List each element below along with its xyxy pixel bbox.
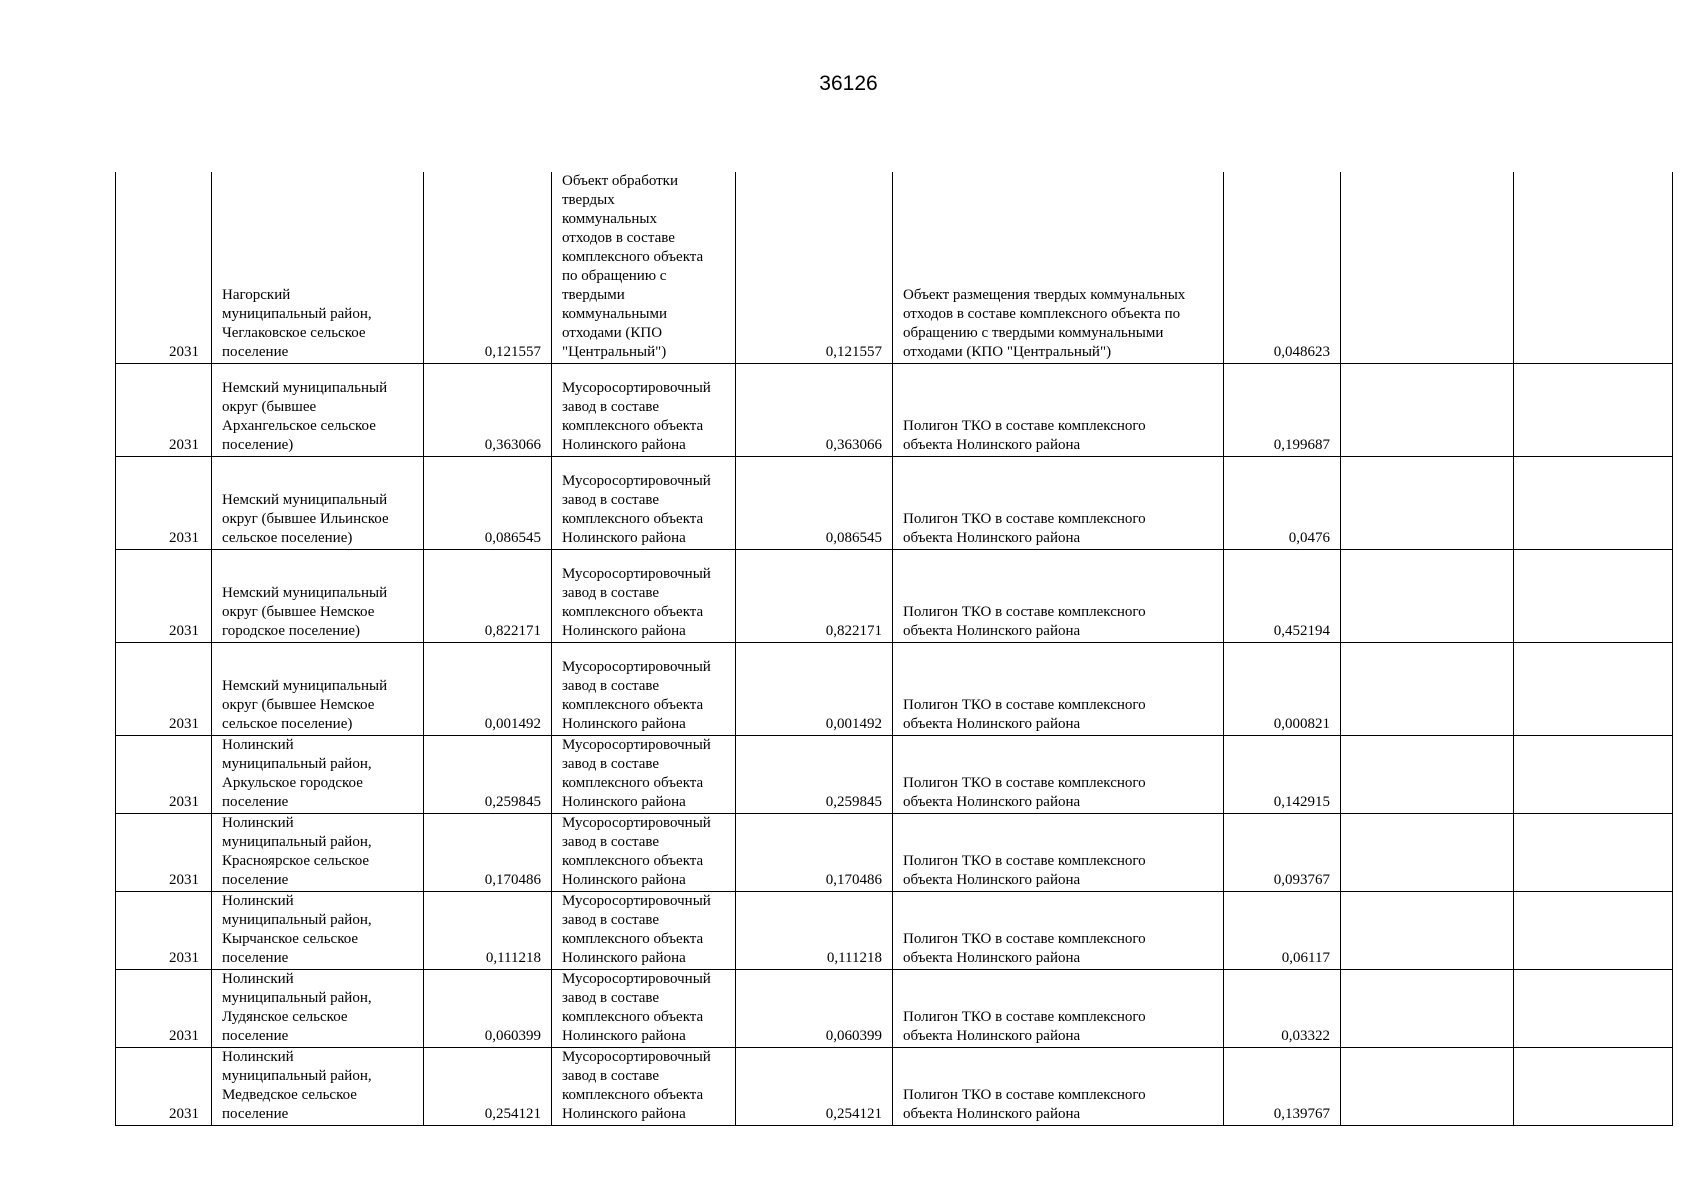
year-cell: 2031 <box>116 172 212 364</box>
processing-volume-cell: 0,259845 <box>736 736 893 814</box>
empty-cell <box>1341 172 1514 364</box>
processing-object-cell <box>552 736 736 814</box>
year-cell: 2031 <box>116 892 212 970</box>
territory-cell <box>212 814 424 892</box>
empty-cell <box>1514 643 1673 736</box>
territory-text: Нолинский муниципальный район, Красноярское сельское поселение <box>222 815 372 888</box>
table-row <box>116 892 1673 970</box>
year-cell: 2031 <box>116 736 212 814</box>
year-cell: 2031 <box>116 814 212 892</box>
empty-cell <box>1514 457 1673 550</box>
disposal-volume-cell: 0,093767 <box>1224 814 1341 892</box>
processing-object-text: Мусоросортировочный завод в составе комплексного объекта Нолинского района <box>562 380 711 453</box>
empty-cell <box>1514 892 1673 970</box>
empty-cell <box>1514 364 1673 457</box>
disposal-volume-cell: 0,048623 <box>1224 172 1341 364</box>
processing-object-text: Мусоросортировочный завод в составе комплексного объекта Нолинского района <box>562 893 711 966</box>
processing-volume-cell: 0,111218 <box>736 892 893 970</box>
processing-object-text: Мусоросортировочный завод в составе комплексного объекта Нолинского района <box>562 1049 711 1122</box>
table-row <box>116 550 1673 643</box>
empty-cell <box>1341 550 1514 643</box>
territory-cell <box>212 172 424 364</box>
table-row <box>116 172 1673 364</box>
table-row <box>116 814 1673 892</box>
processing-volume-cell: 0,822171 <box>736 550 893 643</box>
year-cell: 2031 <box>116 550 212 643</box>
processing-object-text: Мусоросортировочный завод в составе комплексного объекта Нолинского района <box>562 971 711 1044</box>
empty-cell <box>1341 892 1514 970</box>
territory-cell <box>212 550 424 643</box>
processing-object-cell <box>552 457 736 550</box>
territory-cell <box>212 457 424 550</box>
table-row <box>116 457 1673 550</box>
territory-cell <box>212 736 424 814</box>
volume-cell: 0,111218 <box>424 892 552 970</box>
disposal-object-cell <box>893 1048 1224 1126</box>
disposal-volume-cell: 0,000821 <box>1224 643 1341 736</box>
disposal-volume-cell: 0,139767 <box>1224 1048 1341 1126</box>
empty-cell <box>1341 457 1514 550</box>
empty-cell <box>1514 970 1673 1048</box>
processing-volume-cell: 0,086545 <box>736 457 893 550</box>
disposal-object-text: Полигон ТКО в составе комплексного объекта Нолинского района <box>903 418 1146 453</box>
table-body <box>116 172 1673 1126</box>
processing-object-cell <box>552 172 736 364</box>
disposal-object-text: Полигон ТКО в составе комплексного объекта Нолинского района <box>903 931 1146 966</box>
empty-cell <box>1514 550 1673 643</box>
processing-volume-cell: 0,363066 <box>736 364 893 457</box>
disposal-object-text: Полигон ТКО в составе комплексного объекта Нолинского района <box>903 1087 1146 1122</box>
territory-cell <box>212 892 424 970</box>
empty-cell <box>1341 814 1514 892</box>
disposal-object-cell <box>893 814 1224 892</box>
disposal-object-text: Полигон ТКО в составе комплексного объекта Нолинского района <box>903 604 1146 639</box>
territory-text: Нолинский муниципальный район, Кырчанское сельское поселение <box>222 893 372 966</box>
disposal-object-cell <box>893 364 1224 457</box>
processing-object-text: Мусоросортировочный завод в составе комплексного объекта Нолинского района <box>562 566 711 639</box>
volume-cell: 0,121557 <box>424 172 552 364</box>
territory-cell <box>212 1048 424 1126</box>
table-row <box>116 643 1673 736</box>
territory-text: Немский муниципальный округ (бывшее Архангельское сельское поселение) <box>222 380 388 453</box>
territory-text: Нолинский муниципальный район, Медведское сельское поселение <box>222 1049 372 1122</box>
disposal-object-text: Полигон ТКО в составе комплексного объекта Нолинского района <box>903 853 1146 888</box>
volume-cell: 0,060399 <box>424 970 552 1048</box>
processing-object-cell <box>552 892 736 970</box>
volume-cell: 0,259845 <box>424 736 552 814</box>
processing-volume-cell: 0,001492 <box>736 643 893 736</box>
processing-object-text: Мусоросортировочный завод в составе комплексного объекта Нолинского района <box>562 815 711 888</box>
processing-object-cell <box>552 970 736 1048</box>
empty-cell <box>1514 172 1673 364</box>
year-cell: 2031 <box>116 457 212 550</box>
disposal-object-text: Полигон ТКО в составе комплексного объекта Нолинского района <box>903 697 1146 732</box>
volume-cell: 0,254121 <box>424 1048 552 1126</box>
territory-cell <box>212 643 424 736</box>
processing-volume-cell: 0,121557 <box>736 172 893 364</box>
empty-cell <box>1341 643 1514 736</box>
disposal-object-cell <box>893 970 1224 1048</box>
disposal-object-cell <box>893 457 1224 550</box>
volume-cell: 0,363066 <box>424 364 552 457</box>
table-row <box>116 364 1673 457</box>
processing-volume-cell: 0,170486 <box>736 814 893 892</box>
processing-object-cell <box>552 550 736 643</box>
table-row <box>116 1048 1673 1126</box>
territory-text: Нагорский муниципальный район, Чеглаковское сельское поселение <box>222 287 372 360</box>
territory-cell <box>212 970 424 1048</box>
processing-object-cell <box>552 1048 736 1126</box>
processing-object-text: Мусоросортировочный завод в составе комплексного объекта Нолинского района <box>562 473 711 546</box>
disposal-volume-cell: 0,199687 <box>1224 364 1341 457</box>
volume-cell: 0,086545 <box>424 457 552 550</box>
table-row <box>116 736 1673 814</box>
volume-cell: 0,001492 <box>424 643 552 736</box>
disposal-object-text: Объект размещения твердых коммунальных отходов в составе комплексного объекта по обращению с твердыми коммунальными отходами (КПО "Центральный") <box>903 287 1186 360</box>
disposal-object-cell <box>893 736 1224 814</box>
processing-object-text: Мусоросортировочный завод в составе комплексного объекта Нолинского района <box>562 737 711 810</box>
empty-cell <box>1341 1048 1514 1126</box>
empty-cell <box>1514 736 1673 814</box>
empty-cell <box>1514 1048 1673 1126</box>
territory-text: Нолинский муниципальный район, Аркульское городское поселение <box>222 737 372 810</box>
disposal-object-text: Полигон ТКО в составе комплексного объекта Нолинского района <box>903 775 1146 810</box>
empty-cell <box>1341 970 1514 1048</box>
disposal-object-text: Полигон ТКО в составе комплексного объекта Нолинского района <box>903 511 1146 546</box>
volume-cell: 0,170486 <box>424 814 552 892</box>
territory-cell <box>212 364 424 457</box>
disposal-object-cell <box>893 550 1224 643</box>
territory-text: Немский муниципальный округ (бывшее Ильинское сельское поселение) <box>222 492 389 546</box>
empty-cell <box>1514 814 1673 892</box>
territory-text: Нолинский муниципальный район, Лудянское сельское поселение <box>222 971 372 1044</box>
processing-volume-cell: 0,254121 <box>736 1048 893 1126</box>
disposal-object-cell <box>893 892 1224 970</box>
year-cell: 2031 <box>116 364 212 457</box>
disposal-volume-cell: 0,142915 <box>1224 736 1341 814</box>
year-cell: 2031 <box>116 1048 212 1126</box>
processing-object-text: Объект обработки твердых коммунальных отходов в составе комплексного объекта по обращению с твердыми коммунальными отходами (КПО "Центральный") <box>562 173 704 360</box>
processing-object-cell <box>552 643 736 736</box>
year-cell: 2031 <box>116 643 212 736</box>
processing-object-cell <box>552 364 736 457</box>
territory-text: Немский муниципальный округ (бывшее Немское сельское поселение) <box>222 678 388 732</box>
disposal-object-cell <box>893 172 1224 364</box>
disposal-object-text: Полигон ТКО в составе комплексного объекта Нолинского района <box>903 1009 1146 1044</box>
empty-cell <box>1341 364 1514 457</box>
disposal-volume-cell: 0,06117 <box>1224 892 1341 970</box>
disposal-volume-cell: 0,03322 <box>1224 970 1341 1048</box>
year-cell: 2031 <box>116 970 212 1048</box>
disposal-volume-cell: 0,452194 <box>1224 550 1341 643</box>
page-number: 36126 <box>819 72 878 95</box>
disposal-object-cell <box>893 643 1224 736</box>
empty-cell <box>1341 736 1514 814</box>
volume-cell: 0,822171 <box>424 550 552 643</box>
table-row <box>116 970 1673 1048</box>
processing-object-text: Мусоросортировочный завод в составе комплексного объекта Нолинского района <box>562 659 711 732</box>
disposal-volume-cell: 0,0476 <box>1224 457 1341 550</box>
territory-text: Немский муниципальный округ (бывшее Немское городское поселение) <box>222 585 388 639</box>
processing-volume-cell: 0,060399 <box>736 970 893 1048</box>
waste-flow-table <box>115 172 1673 1126</box>
processing-object-cell <box>552 814 736 892</box>
